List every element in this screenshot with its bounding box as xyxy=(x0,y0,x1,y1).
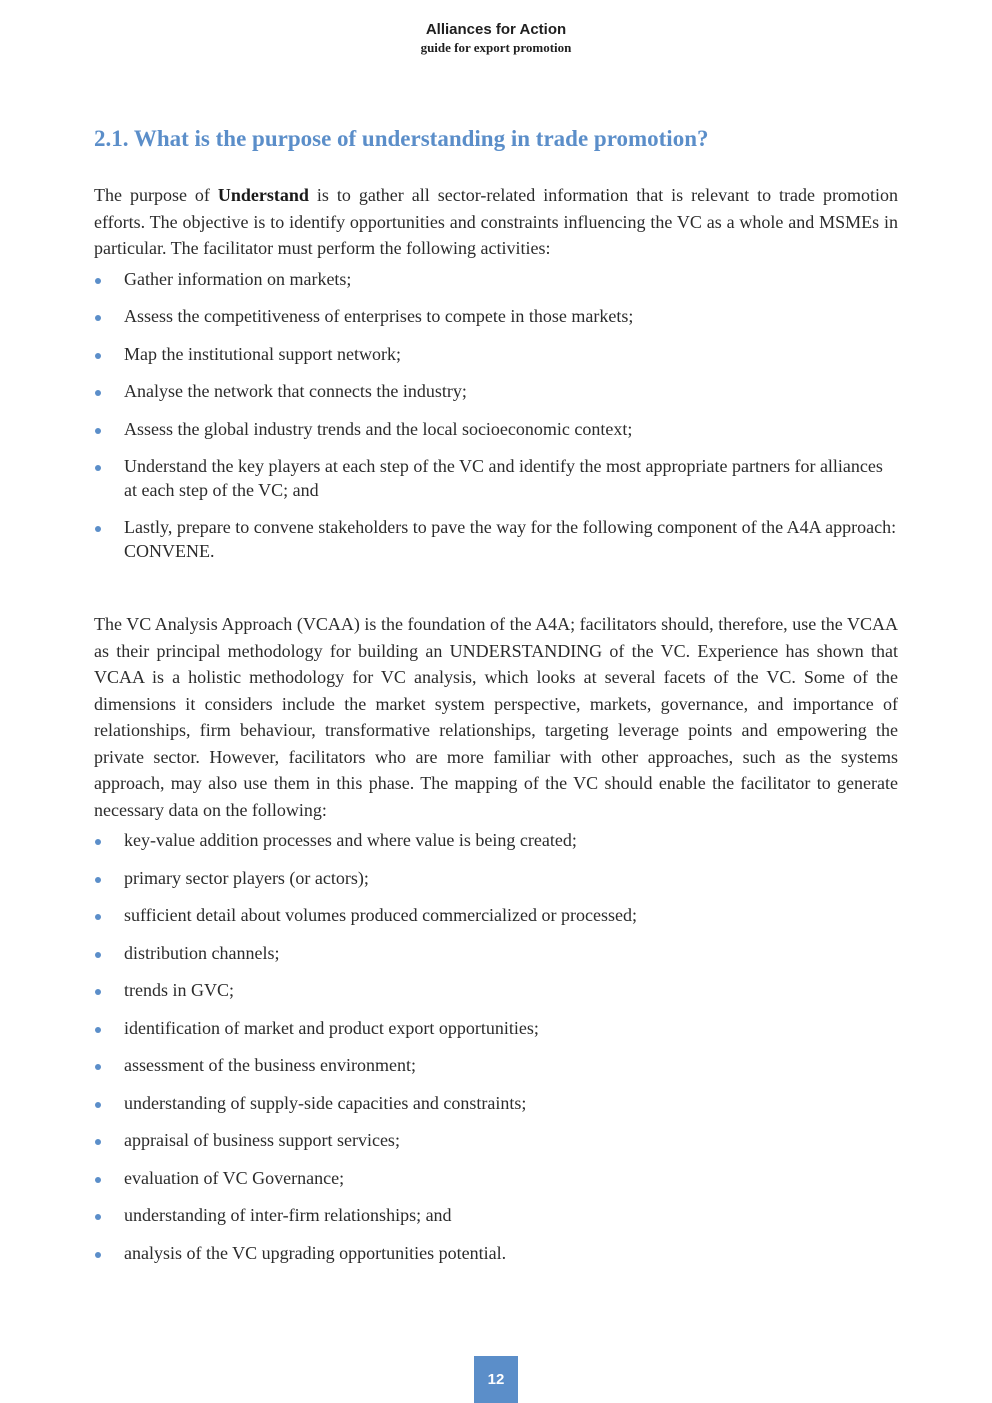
section-heading: 2.1. What is the purpose of understanding in trade promotion? xyxy=(94,126,709,151)
data-item xyxy=(94,1242,898,1266)
activity-text: Lastly, prepare to convene stakeholders to pave the way for the following component of the A4A approach: CONVENE. xyxy=(124,517,897,561)
running-header xyxy=(0,20,992,56)
activity-text: Gather information on markets; xyxy=(124,268,352,289)
intro-bold-term: Understand xyxy=(217,185,309,205)
intro-text-start: The purpose of xyxy=(94,185,218,205)
data-item-text: understanding of supply-side capacities and constraints; xyxy=(124,1092,527,1113)
data-item-text: distribution channels; xyxy=(124,942,280,963)
data-item-text: sufficient detail about volumes produced commercialized or processed; xyxy=(124,905,637,925)
bullet-icon xyxy=(95,278,101,284)
bullet-icon xyxy=(95,526,101,532)
data-item-text: assessment of the business environment; xyxy=(124,1055,416,1075)
activity-text: Map the institutional support network; xyxy=(124,343,401,364)
bullet-icon xyxy=(95,315,101,321)
activity-text: Assess the competitiveness of enterprises to compete in those markets; xyxy=(124,306,634,326)
bullet-icon xyxy=(95,989,101,995)
activity-item xyxy=(94,380,898,404)
bullet-icon xyxy=(95,914,101,920)
bullet-icon xyxy=(95,877,101,883)
activity-item xyxy=(94,455,898,502)
bullet-icon xyxy=(95,1027,101,1033)
data-item-text: primary sector players (or actors); xyxy=(124,867,369,888)
data-item xyxy=(94,1017,898,1041)
activity-text: Analyse the network that connects the industry; xyxy=(124,381,467,401)
spacer xyxy=(94,577,898,611)
data-item xyxy=(94,829,898,853)
bullet-icon xyxy=(95,428,101,434)
data-item xyxy=(94,942,898,966)
data-item-text: identification of market and product export opportunities; xyxy=(124,1017,539,1038)
data-items-list xyxy=(94,829,898,1265)
data-item xyxy=(94,1129,898,1153)
data-item-text: understanding of inter-firm relationships; and xyxy=(124,1205,452,1225)
data-item xyxy=(94,904,898,928)
bullet-icon xyxy=(95,465,101,471)
activity-text: Assess the global industry trends and the local socioeconomic context; xyxy=(124,418,633,439)
page-content xyxy=(94,124,898,1279)
activity-item xyxy=(94,268,898,292)
bullet-icon xyxy=(95,390,101,396)
intro-text-end: is to gather all sector-related information that is relevant to trade promotion efforts. The objective is to identify opportunities and constraints influencing the VC as a whole and MSMEs in particular. The facilitator must perform the following activities: xyxy=(94,185,898,258)
bullet-icon xyxy=(95,839,101,845)
page-number: 12 xyxy=(474,1356,518,1403)
activity-item xyxy=(94,516,898,563)
data-item xyxy=(94,1092,898,1116)
data-item xyxy=(94,1054,898,1078)
bullet-icon xyxy=(95,1177,101,1183)
bullet-icon xyxy=(95,1064,101,1070)
document-subtitle: guide for export promotion xyxy=(420,40,572,55)
activity-item xyxy=(94,418,898,442)
activity-item xyxy=(94,343,898,367)
data-item xyxy=(94,1204,898,1228)
data-item-text: key-value addition processes and where value is being created; xyxy=(124,830,577,850)
bullet-icon xyxy=(95,952,101,958)
data-item-text: evaluation of VC Governance; xyxy=(124,1167,345,1188)
bullet-icon xyxy=(95,1214,101,1220)
data-item xyxy=(94,1167,898,1191)
bullet-icon xyxy=(95,353,101,359)
bullet-icon xyxy=(95,1252,101,1258)
bullet-icon xyxy=(95,1139,101,1145)
activities-list xyxy=(94,268,898,564)
data-item-text: trends in GVC; xyxy=(124,980,234,1000)
data-item xyxy=(94,979,898,1003)
data-item xyxy=(94,867,898,891)
data-item-text: appraisal of business support services; xyxy=(124,1130,400,1150)
data-item-text: analysis of the VC upgrading opportunities potential. xyxy=(124,1242,507,1263)
intro-paragraph xyxy=(94,182,898,262)
activity-item xyxy=(94,305,898,329)
vcaa-paragraph: The VC Analysis Approach (VCAA) is the foundation of the A4A; facilitators should, therefore, use the VCAA as their principal methodology for building an UNDERSTANDING of the VC. Experience has shown that VCAA is a holistic methodology for VC analysis, which looks at several facets of the VC. Some of the dimensions it considers include the market system perspective, markets, governance, and importance of relationships, firm behaviour, transformative relationships, targeting leverage points and empowering the private sector. However, facilitators who are more familiar with other approaches, such as the systems approach, may also use them in this phase. The mapping of the VC should enable the facilitator to generate necessary data on the following: xyxy=(94,614,898,820)
activity-text: Understand the key players at each step of the VC and identify the most appropriate partners for alliances at each step of the VC; and xyxy=(124,456,883,500)
document-title: Alliances for Action xyxy=(425,21,567,38)
bullet-icon xyxy=(95,1102,101,1108)
